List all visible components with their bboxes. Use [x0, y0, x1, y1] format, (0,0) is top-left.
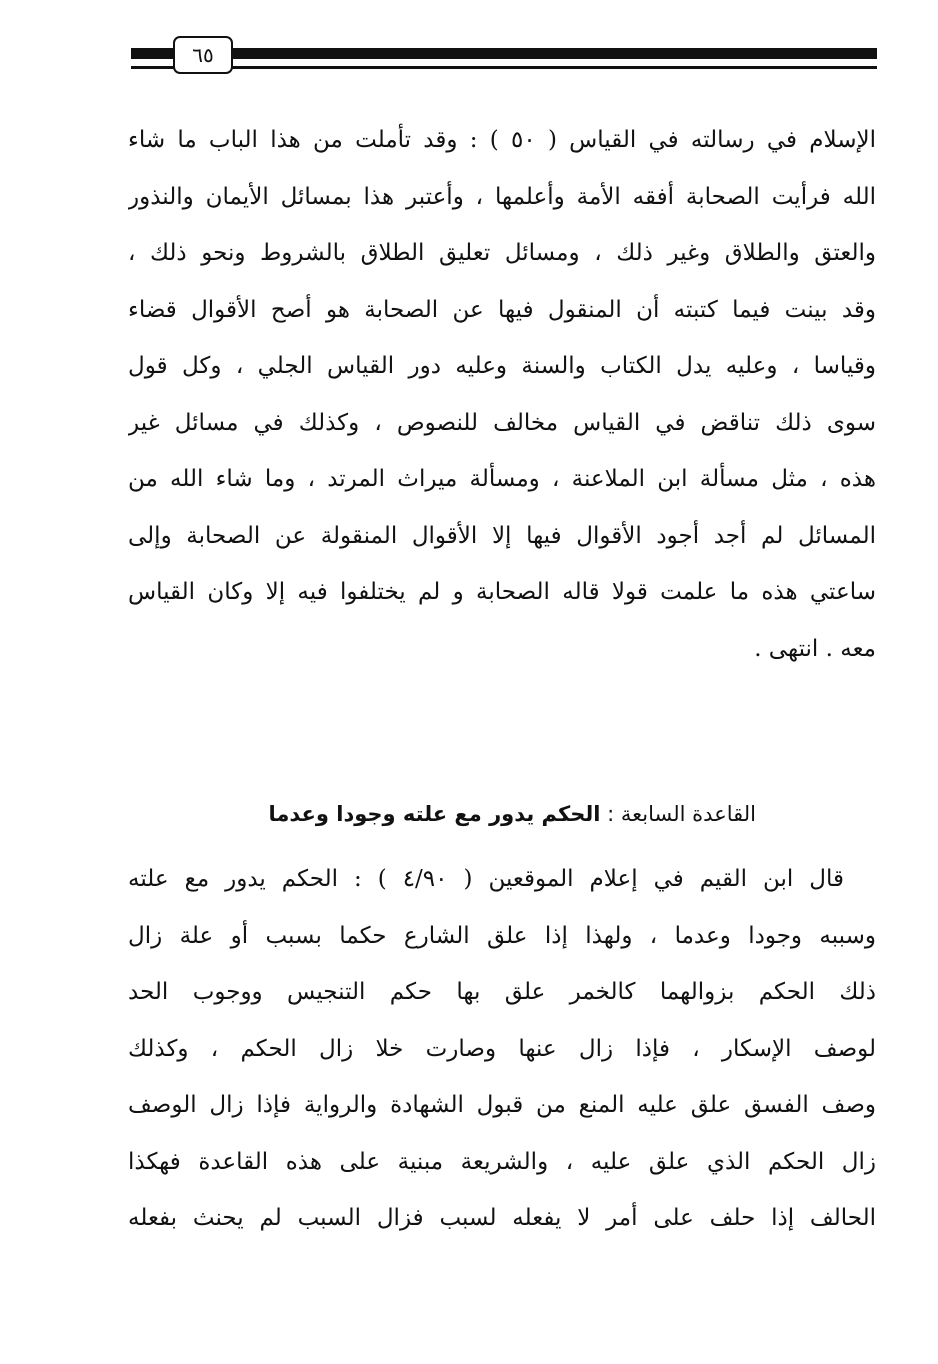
text-line: وقد بينت فيما كتبته أن المنقول فيها عن الصحابة هو أصح الأقوال قضاء [128, 296, 876, 323]
text-line: وصف الفسق علق عليه المنع من قبول الشهادة والرواية فإذا زال الوصف [128, 1092, 876, 1118]
text-line: ذلك الحكم بزوالهما كالخمر علق بها حكم التنجيس ووجوب الحد [128, 979, 876, 1005]
header-rule-thick [131, 48, 877, 59]
text-line: وسببه وجودا وعدما ، ولهذا إذا علق الشارع حكما بسبب أو علة زال [128, 922, 876, 949]
text-line: الحالف إذا حلف على أمر لا يفعله لسبب فزال السبب لم يحنث بفعله [128, 1205, 876, 1231]
page-number: ٦٥ [173, 36, 233, 74]
section-heading [128, 792, 756, 836]
page-header [131, 36, 877, 76]
heading-title: الحكم يدور مع علته وجودا وعدما [268, 802, 601, 826]
text-line: قال ابن القيم في إعلام الموقعين ( ٤/٩٠ ) : الحكم يدور مع علته [128, 866, 844, 892]
text-line: ساعتي هذه ما علمت قولا قاله الصحابة و لم يختلفوا فيه إلا وكان القياس [128, 579, 876, 605]
text-line: الإسلام في رسالته في القياس ( ٥٠ ) : وقد تأملت من هذا الباب ما شاء [128, 127, 876, 153]
text-line: هذه ، مثل مسألة ابن الملاعنة ، ومسألة ميراث المرتد ، وما شاء الله من [128, 466, 876, 492]
paragraph-2 [128, 851, 876, 1247]
heading-label: القاعدة السابعة : [607, 802, 756, 826]
text-line: وقياسا ، وعليه يدل الكتاب والسنة وعليه دور القياس الجلي ، وكل قول [128, 353, 876, 379]
text-line: المسائل لم أجد أجود الأقوال فيها إلا الأقوال المنقولة عن الصحابة وإلى [128, 522, 876, 549]
text-line: الله فرأيت الصحابة أفقه الأمة وأعلمها ، وأعتبر هذا بمسائل الأيمان والنذور [128, 183, 876, 210]
header-rule-thin [131, 66, 877, 69]
text-line: معه . انتهى . [754, 635, 876, 662]
paragraph-1 [128, 112, 876, 677]
text-line: والعتق والطلاق وغير ذلك ، ومسائل تعليق الطلاق بالشروط ونحو ذلك ، [128, 240, 876, 266]
text-line: سوى ذلك تناقض في القياس مخالف للنصوص ، وكذلك في مسائل غير [128, 409, 876, 436]
text-line: لوصف الإسكار ، فإذا زال عنها وصارت خلا زال الحكم ، وكذلك [128, 1035, 876, 1062]
text-line: زال الحكم الذي علق عليه ، والشريعة مبنية على هذه القاعدة فهكذا [128, 1148, 876, 1175]
